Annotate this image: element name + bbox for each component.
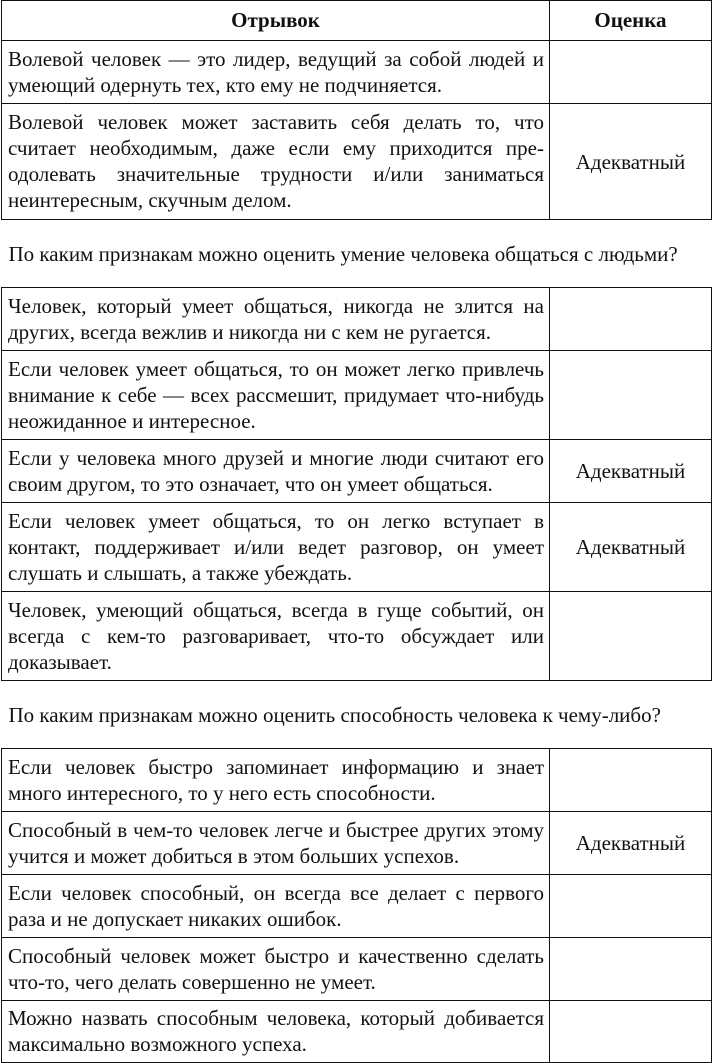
question-row [2, 220, 712, 288]
table-row [2, 288, 712, 351]
fragment-cell: Если человек умеет общаться, то он может легко привлечь внимание к себе — всех рассмешит, придумает что-нибудь неожиданное и интересное. [2, 351, 550, 440]
assessment-table [1, 0, 712, 1063]
fragment-cell: Волевой человек может заставить себя делать то, что считает необходимым, даже если ему приходится преодолевать значительные трудности и/или заниматься неинтересным, скучным делом. [2, 104, 550, 220]
table-row [2, 592, 712, 681]
score-cell [550, 592, 712, 681]
score-cell: Адекватный [550, 104, 712, 220]
table-header [2, 1, 712, 41]
table-row [2, 351, 712, 440]
fragment-cell: Волевой человек — это лидер, ведущий за собой людей и умеющий одернуть тех, кто ему не подчиняется. [2, 41, 550, 104]
fragment-cell: Человек, умеющий общаться, всегда в гуще событий, он всегда с кем-то разговаривает, что-то обсуждает или доказывает. [2, 592, 550, 681]
score-cell [550, 351, 712, 440]
score-cell [550, 41, 712, 104]
question-text: По каким признакам можно оценить способность человека к чему-либо? [2, 681, 712, 749]
fragment-cell: Если человек быстро запоминает информацию и знает много интересного, то у него есть способности. [2, 749, 550, 812]
table-row [2, 812, 712, 875]
table-row [2, 938, 712, 1001]
score-cell: Адекватный [550, 440, 712, 503]
question-row [2, 681, 712, 749]
table-row [2, 104, 712, 220]
score-cell [550, 875, 712, 938]
fragment-cell: Если у человека много друзей и многие люди считают его своим другом, то это означает, что он умеет общаться. [2, 440, 550, 503]
fragment-cell: Если человек умеет общаться, то он легко вступает в контакт, поддерживает и/или ведет разговор, он умеет слушать и слышать, а также убеждать. [2, 503, 550, 592]
fragment-cell: Можно назвать способным человека, который добивается максимально возможного успеха. [2, 1001, 550, 1063]
score-cell [550, 938, 712, 1001]
score-cell [550, 1001, 712, 1063]
table-row [2, 875, 712, 938]
table-row [2, 749, 712, 812]
score-cell: Адекватный [550, 503, 712, 592]
table-row [2, 1001, 712, 1063]
fragment-cell: Если человек способный, он всегда все делает с первого раза и не допускает никаких ошибок. [2, 875, 550, 938]
fragment-cell: Способный человек может быстро и качественно сделать что-то, чего делать совершенно не умеет. [2, 938, 550, 1001]
fragment-cell: Способный в чем-то человек легче и быстрее других этому учится и может добиться в этом больших успехов. [2, 812, 550, 875]
table-row [2, 440, 712, 503]
table-row [2, 503, 712, 592]
score-column-header: Оценка [550, 1, 712, 41]
score-cell [550, 288, 712, 351]
table-row [2, 41, 712, 104]
fragment-cell: Человек, который умеет общаться, никогда не злится на других, всегда вежлив и никогда ни с кем не ругается. [2, 288, 550, 351]
score-cell [550, 749, 712, 812]
question-text: По каким признакам можно оценить умение человека общаться с людьми? [2, 220, 712, 288]
fragment-column-header: Отрывок [2, 1, 550, 41]
score-cell: Адекватный [550, 812, 712, 875]
